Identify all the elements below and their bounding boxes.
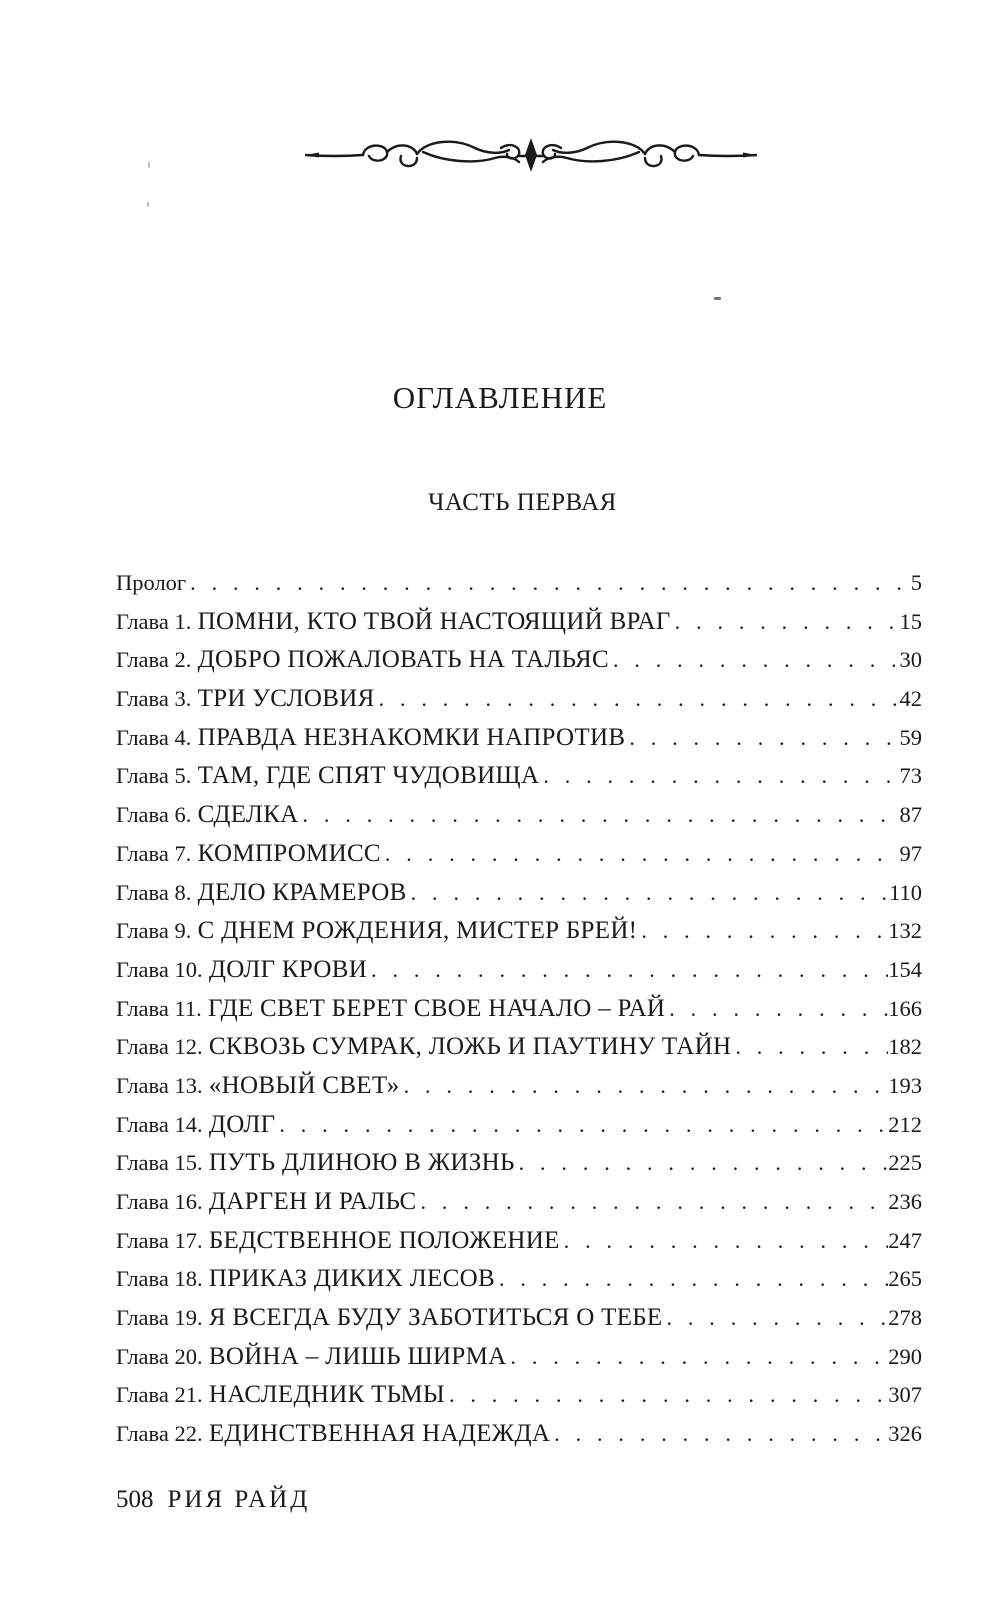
entry-title: СДЕЛКА — [197, 801, 299, 829]
dot-leader — [381, 835, 900, 874]
entry-label: Глава 11. — [116, 995, 202, 1021]
entry-label: Глава 18. — [116, 1266, 203, 1292]
toc-entry-chapter-9[interactable] — [116, 912, 922, 951]
dot-leader — [663, 1299, 889, 1338]
print-speck — [147, 202, 149, 207]
entry-title: ТАМ, ГДЕ СПЯТ ЧУДОВИЩА — [197, 762, 540, 790]
entry-title: ТРИ УСЛОВИЯ — [197, 685, 375, 713]
dot-leader — [506, 1338, 888, 1377]
entry-title: ДОЛГ — [208, 1110, 276, 1138]
entry-label: Глава 10. — [116, 956, 203, 982]
entry-page: 225 — [888, 1150, 922, 1176]
dot-leader — [637, 912, 888, 951]
entry-label: Глава 4. — [116, 724, 192, 750]
toc-entry-chapter-8[interactable] — [116, 874, 922, 913]
dot-leader — [515, 1144, 889, 1183]
entry-page: 193 — [888, 1072, 922, 1098]
toc-entry-chapter-14[interactable] — [116, 1106, 922, 1145]
dot-leader — [550, 1415, 888, 1454]
entry-title: ДОЛГ КРОВИ — [208, 955, 368, 983]
entry-label: Глава 6. — [116, 802, 192, 828]
toc-entry-chapter-7[interactable] — [116, 835, 922, 874]
entry-label: Глава 20. — [116, 1343, 203, 1369]
entry-page: 154 — [888, 956, 922, 982]
entry-title: ДАРГЕН И РАЛЬС — [208, 1188, 417, 1215]
toc-entry-chapter-3[interactable] — [116, 680, 922, 719]
entry-label: Глава 8. — [116, 879, 192, 905]
toc-entry-chapter-13[interactable] — [116, 1067, 922, 1106]
dot-leader — [367, 951, 888, 990]
entry-label: Глава 17. — [116, 1227, 203, 1253]
table-of-contents — [116, 564, 922, 1454]
entry-label: Глава 3. — [116, 686, 192, 712]
entry-title: Я ВСЕГДА БУДУ ЗАБОТИТЬСЯ О ТЕБЕ — [208, 1304, 663, 1332]
entry-label: Глава 16. — [116, 1189, 203, 1214]
dot-leader — [375, 680, 900, 719]
entry-title: КОМПРОМИСС — [197, 839, 381, 867]
dot-leader — [400, 1067, 889, 1106]
dot-leader — [560, 1222, 889, 1261]
toc-entry-chapter-16[interactable] — [116, 1183, 922, 1222]
entry-page: 87 — [899, 802, 922, 828]
dot-leader — [275, 1106, 888, 1145]
entry-page: 73 — [899, 763, 922, 789]
entry-page: 290 — [888, 1343, 922, 1369]
entry-label: Глава 22. — [116, 1421, 203, 1447]
toc-entry-chapter-18[interactable] — [116, 1260, 922, 1299]
toc-entry-chapter-22[interactable] — [116, 1415, 922, 1454]
entry-title: ПРИКАЗ ДИКИХ ЛЕСОВ — [208, 1265, 495, 1293]
dot-leader — [299, 796, 900, 835]
toc-entry-prologue[interactable] — [116, 564, 922, 603]
entry-page: 15 — [899, 608, 922, 634]
dot-leader — [671, 603, 900, 642]
entry-label: Глава 19. — [116, 1305, 203, 1331]
entry-page: 265 — [888, 1266, 922, 1292]
entry-page: 30 — [899, 647, 922, 673]
part-title: ЧАСТЬ ПЕРВАЯ — [428, 489, 617, 516]
entry-label: Глава 12. — [116, 1034, 203, 1060]
entry-title: ДОБРО ПОЖАЛОВАТЬ НА ТАЛЬЯС — [197, 646, 609, 674]
print-speck — [714, 297, 721, 300]
entry-title: ВОЙНА – ЛИШЬ ШИРМА — [208, 1342, 507, 1370]
toc-entry-chapter-5[interactable] — [116, 757, 922, 796]
toc-entry-chapter-10[interactable] — [116, 951, 922, 990]
entry-label: Пролог — [116, 570, 187, 595]
dot-leader — [539, 757, 899, 796]
entry-page: 110 — [889, 879, 922, 905]
entry-label: Глава 2. — [116, 647, 192, 673]
toc-entry-chapter-2[interactable] — [116, 641, 922, 680]
dot-leader — [445, 1376, 888, 1415]
entry-page: 42 — [899, 686, 922, 712]
entry-title: ПУТЬ ДЛИНОЮ В ЖИЗНЬ — [208, 1149, 515, 1177]
entry-title: ПОМНИ, КТО ТВОЙ НАСТОЯЩИЙ ВРАГ — [197, 607, 671, 635]
entry-page: 236 — [888, 1189, 922, 1214]
flourish-divider-icon — [305, 128, 757, 178]
toc-entry-chapter-6[interactable] — [116, 796, 922, 835]
dot-leader — [186, 564, 911, 603]
dot-leader — [625, 719, 899, 758]
entry-label: Глава 15. — [116, 1150, 203, 1176]
entry-page: 247 — [888, 1227, 922, 1253]
entry-title: ПРАВДА НЕЗНАКОМКИ НАПРОТИВ — [197, 723, 626, 751]
entry-label: Глава 21. — [116, 1382, 203, 1408]
entry-title: БЕДСТВЕННОЕ ПОЛОЖЕНИЕ — [208, 1226, 560, 1254]
print-speck — [148, 162, 150, 168]
entry-title: ДЕЛО КРАМЕРОВ — [197, 878, 407, 906]
entry-title: «НОВЫЙ СВЕТ» — [208, 1071, 400, 1099]
entry-title: НАСЛЕДНИК ТЬМЫ — [208, 1381, 445, 1409]
dot-leader — [417, 1183, 889, 1222]
page-number: 508 — [116, 1486, 154, 1513]
toc-entry-chapter-20[interactable] — [116, 1338, 922, 1377]
dot-leader — [407, 874, 889, 913]
page-title: ОГЛАВЛЕНИЕ — [392, 380, 608, 415]
entry-page: 97 — [899, 840, 922, 866]
entry-title: ЕДИНСТВЕННАЯ НАДЕЖДА — [208, 1420, 551, 1448]
entry-label: Глава 13. — [116, 1072, 203, 1098]
toc-entry-chapter-4[interactable] — [116, 719, 922, 758]
entry-page: 182 — [888, 1034, 922, 1060]
toc-entry-chapter-11[interactable] — [116, 990, 922, 1029]
toc-entry-chapter-1[interactable] — [116, 603, 922, 642]
dot-leader — [731, 1028, 888, 1067]
entry-label: Глава 7. — [116, 840, 192, 866]
entry-label: Глава 1. — [116, 608, 192, 634]
toc-entry-chapter-15[interactable] — [116, 1144, 922, 1183]
entry-page: 212 — [888, 1111, 922, 1137]
dot-leader — [495, 1260, 888, 1299]
running-head-author: РИЯ РАЙД — [167, 1486, 311, 1513]
entry-title: СКВОЗЬ СУМРАК, ЛОЖЬ И ПАУТИНУ ТАЙН — [208, 1033, 732, 1061]
entry-title: С ДНЕМ РОЖДЕНИЯ, МИСТЕР БРЕЙ! — [197, 917, 638, 945]
toc-entry-chapter-17[interactable] — [116, 1222, 922, 1261]
entry-page: 326 — [888, 1421, 922, 1447]
entry-page: 59 — [899, 724, 922, 750]
toc-entry-chapter-19[interactable] — [116, 1299, 922, 1338]
entry-page: 132 — [888, 918, 922, 944]
entry-page: 278 — [888, 1305, 922, 1331]
entry-page: 5 — [910, 570, 922, 595]
toc-entry-chapter-21[interactable] — [116, 1376, 922, 1415]
dot-leader — [609, 641, 900, 680]
entry-page: 166 — [888, 995, 922, 1021]
entry-label: Глава 9. — [116, 918, 192, 944]
dot-leader — [665, 990, 888, 1029]
toc-entry-chapter-12[interactable] — [116, 1028, 922, 1067]
entry-page: 307 — [888, 1382, 922, 1408]
entry-label: Глава 14. — [116, 1111, 203, 1137]
entry-title: ГДЕ СВЕТ БЕРЕТ СВОЕ НАЧАЛО – РАЙ — [208, 994, 666, 1022]
page-footer — [116, 1483, 310, 1517]
entry-label: Глава 5. — [116, 763, 192, 789]
